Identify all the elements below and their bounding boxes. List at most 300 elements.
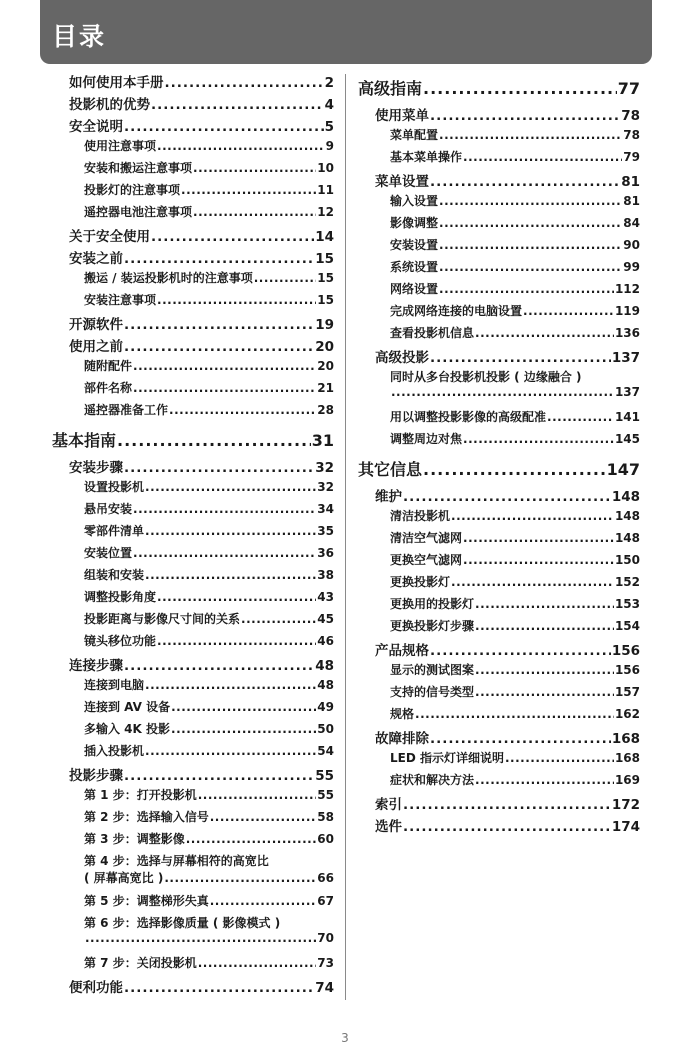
toc-entry-page: 15 [317, 293, 334, 307]
toc-entry-row [390, 430, 640, 447]
toc-entry-page: 73 [317, 956, 334, 970]
toc-entry[interactable] [52, 808, 334, 830]
toc-entry[interactable] [52, 379, 334, 401]
page-number: 3 [341, 1031, 349, 1045]
toc-entry[interactable] [52, 954, 334, 976]
toc-entry-page: 67 [317, 894, 334, 908]
toc-leader-dots [145, 524, 316, 538]
toc-entry-row [84, 566, 334, 583]
toc-entry-row [84, 500, 334, 517]
toc-entry-page: 31 [311, 431, 334, 450]
toc-entry-title: 连接到 AV 设备 [84, 700, 171, 714]
toc-entry[interactable] [52, 566, 334, 588]
toc-leader-dots [439, 282, 614, 296]
toc-entry-title: 菜单设置 [375, 174, 429, 190]
toc-entry-title: 遥控器准备工作 [84, 403, 169, 417]
toc-entry-title: 更换空气滤网 [390, 553, 463, 567]
toc-entry-row [375, 170, 640, 190]
toc-leader-dots [145, 744, 316, 758]
toc-entry-page: 35 [317, 524, 334, 538]
toc-leader-dots [169, 403, 316, 417]
toc-entry-page: 145 [614, 432, 640, 446]
toc-entry-title: 影像调整 [390, 216, 439, 230]
toc-entry[interactable] [358, 346, 640, 368]
toc-entry-row [84, 357, 334, 374]
toc-entry[interactable] [358, 705, 640, 727]
toc-entry[interactable] [52, 698, 334, 720]
toc-entry[interactable] [358, 683, 640, 705]
toc-entry-title: 菜单配置 [390, 128, 439, 142]
toc-entry-title: 多输入 4K 投影 [84, 722, 171, 736]
toc-entry-row [390, 551, 640, 568]
toc-entry-title: 第 5 步：调整梯形失真 [84, 894, 209, 908]
toc-entry[interactable] [358, 573, 640, 595]
toc-entry[interactable] [358, 793, 640, 815]
toc-entry[interactable] [52, 137, 334, 159]
toc-entry-title: 第 4 步：选择与屏幕相符的高宽比 [84, 854, 269, 868]
toc-leader-dots [124, 980, 314, 996]
toc-entry[interactable] [358, 236, 640, 258]
toc-entry[interactable] [52, 456, 334, 478]
toc-entry[interactable] [52, 588, 334, 610]
toc-entry[interactable] [358, 749, 640, 771]
toc-entry[interactable] [358, 214, 640, 236]
toc-entry-title: 投影步骤 [69, 768, 123, 784]
toc-entry-page: 10 [317, 161, 334, 175]
toc-entry-title: 开源软件 [69, 317, 123, 333]
toc-entry-page: 38 [317, 568, 334, 582]
toc-leader-dots [430, 174, 620, 190]
toc-leader-dots [475, 597, 614, 611]
toc-entry-row [84, 522, 334, 539]
toc-leader-dots [439, 238, 622, 252]
toc-entry[interactable] [52, 203, 334, 225]
toc-entry[interactable] [52, 335, 334, 357]
toc-leader-dots [463, 150, 622, 164]
toc-entry[interactable] [52, 291, 334, 313]
toc-entry-title: 症状和解决方法 [390, 773, 475, 787]
toc-entry-row [84, 203, 334, 220]
toc-entry[interactable] [52, 654, 334, 676]
toc-leader-dots [186, 832, 317, 846]
toc-entry[interactable] [358, 771, 640, 793]
toc-entry-title: LED 指示灯详细说明 [390, 751, 504, 765]
toc-entry-page: 81 [621, 174, 640, 190]
toc-entry-page: 32 [317, 480, 334, 494]
toc-entry-row [69, 456, 334, 476]
toc-entry-title: 索引 [375, 797, 402, 813]
toc-entry-title: 连接步骤 [69, 658, 123, 674]
toc-leader-dots [403, 489, 611, 505]
toc-leader-dots [505, 751, 614, 765]
toc-entry-row [375, 727, 640, 747]
toc-entry-page: 9 [325, 139, 334, 153]
toc-header-bar [40, 0, 652, 64]
toc-entry[interactable] [358, 324, 640, 346]
toc-entry-row [84, 931, 334, 945]
toc-entry-title: 调整周边对焦 [390, 432, 463, 446]
toc-entry-page: 141 [614, 410, 640, 424]
toc-entry-row [84, 269, 334, 286]
toc-entry-title: 第 6 步：选择影像质量 ( 影像模式 ) [84, 916, 281, 930]
toc-leader-dots [475, 685, 614, 699]
toc-entry[interactable] [52, 720, 334, 742]
toc-entry-title: 安装设置 [390, 238, 439, 252]
toc-entry-page: 168 [611, 731, 640, 747]
toc-leader-dots [193, 161, 316, 175]
toc-entry[interactable] [358, 661, 640, 683]
toc-leader-dots [391, 385, 614, 399]
toc-leader-dots [423, 79, 617, 98]
toc-entry-title: 调整投影角度 [84, 590, 157, 604]
toc-entry-row [390, 529, 640, 546]
toc-leader-dots [117, 431, 311, 450]
toc-leader-dots [124, 119, 324, 135]
toc-entry-row [84, 159, 334, 176]
toc-entry-row [390, 214, 640, 231]
toc-entry[interactable] [52, 610, 334, 632]
toc-entry-page: 50 [317, 722, 334, 736]
toc-entry-title: 投影距离与影像尺寸间的关系 [84, 612, 241, 626]
toc-entry[interactable] [358, 815, 640, 837]
toc-leader-dots [171, 700, 316, 714]
toc-entry-page: 137 [614, 385, 640, 399]
toc-leader-dots [133, 359, 316, 373]
toc-leader-dots [475, 619, 614, 633]
toc-entry[interactable] [52, 852, 334, 892]
toc-entry-row [375, 485, 640, 505]
toc-leader-dots [133, 502, 316, 516]
toc-entry-title: 查看投影机信息 [390, 326, 475, 340]
toc-leader-dots [210, 894, 317, 908]
toc-entry-page: 148 [611, 489, 640, 505]
toc-entry-title: 输入设置 [390, 194, 439, 208]
toc-entry-page: 55 [315, 768, 334, 784]
toc-entry[interactable] [358, 639, 640, 661]
toc-entry[interactable] [358, 485, 640, 507]
toc-entry[interactable] [358, 170, 640, 192]
toc-entry-title-cont: ( 屏幕高宽比 ) [84, 871, 164, 885]
toc-entry-row [69, 225, 334, 245]
toc-entry[interactable] [358, 507, 640, 529]
toc-entry[interactable] [52, 786, 334, 808]
toc-entry-row [390, 385, 640, 399]
toc-entry-title: 如何使用本手册 [69, 75, 164, 91]
toc-entry-page: 49 [317, 700, 334, 714]
toc-leader-dots [124, 658, 314, 674]
toc-entry-row [390, 661, 640, 678]
toc-entry-page: 15 [317, 271, 334, 285]
toc-entry-row [390, 302, 640, 319]
toc-entry-title: 更换投影灯 [390, 575, 451, 589]
toc-entry-row [390, 258, 640, 275]
toc-entry-row [84, 291, 334, 308]
toc-entry-title: 插入投影机 [84, 744, 145, 758]
toc-entry[interactable] [52, 401, 334, 423]
toc-entry-title: 关于安全使用 [69, 229, 150, 245]
toc-entry-title: 便利功能 [69, 980, 123, 996]
toc-entry[interactable] [358, 430, 640, 452]
toc-entry[interactable] [52, 159, 334, 181]
toc-entry-page: 74 [315, 980, 334, 996]
toc-entry-page: 20 [315, 339, 334, 355]
toc-entry-page: 19 [315, 317, 334, 333]
toc-entry[interactable] [358, 452, 640, 485]
toc-leader-dots [85, 931, 316, 945]
toc-leader-dots [423, 460, 606, 479]
toc-entry-page: 14 [315, 229, 334, 245]
toc-leader-dots [133, 546, 316, 560]
toc-entry-row [69, 71, 334, 91]
page-title: 目录 [52, 22, 107, 51]
toc-leader-dots [164, 871, 316, 885]
toc-entry[interactable] [358, 302, 640, 324]
toc-entry-row [69, 335, 334, 355]
toc-entry-title: 搬运 / 装运投影机时的注意事项 [84, 271, 253, 285]
toc-entry-row [358, 76, 640, 99]
toc-entry-page: 84 [623, 216, 640, 230]
toc-entry-page: 70 [317, 931, 334, 945]
toc-entry-page: 15 [315, 251, 334, 267]
toc-entry-row [375, 104, 640, 124]
toc-entry[interactable] [52, 676, 334, 698]
toc-entry[interactable] [52, 357, 334, 379]
toc-entry[interactable] [52, 522, 334, 544]
toc-entry-title: 第 2 步：选择输入信号 [84, 810, 209, 824]
toc-entry-title: 基本指南 [52, 431, 117, 450]
toc-entry[interactable] [358, 595, 640, 617]
toc-entry-row [84, 808, 334, 825]
toc-leader-dots [403, 819, 611, 835]
toc-entry-row [69, 115, 334, 135]
toc-entry[interactable] [52, 423, 334, 456]
toc-entry[interactable] [52, 181, 334, 203]
toc-entry-page: 5 [324, 119, 334, 135]
toc-entry-row [84, 676, 334, 693]
toc-leader-dots [523, 304, 614, 318]
toc-leader-dots [145, 568, 316, 582]
toc-entry-page: 79 [623, 150, 640, 164]
toc-entry-title: 使用菜单 [375, 108, 429, 124]
toc-entry-row [390, 324, 640, 341]
toc-entry-page: 21 [317, 381, 334, 395]
toc-leader-dots [145, 678, 316, 692]
toc-entry-page: 112 [614, 282, 640, 296]
toc-entry-row [390, 771, 640, 788]
toc-entry-row [84, 720, 334, 737]
toc-leader-dots [451, 509, 614, 523]
toc-entry-row [84, 588, 334, 605]
toc-entry[interactable] [358, 126, 640, 148]
toc-entry-title: 其它信息 [358, 460, 423, 479]
toc-entry-page: 153 [614, 597, 640, 611]
toc-entry-row [84, 852, 334, 869]
toc-entry-row [84, 401, 334, 418]
toc-leader-dots [475, 773, 614, 787]
toc-entry-page: 20 [317, 359, 334, 373]
toc-entry[interactable] [52, 892, 334, 914]
toc-entry-row [390, 236, 640, 253]
toc-leader-dots [403, 797, 611, 813]
toc-leader-dots [193, 205, 316, 219]
toc-leader-dots [415, 707, 614, 721]
toc-entry-title: 遥控器电池注意事项 [84, 205, 193, 219]
toc-entry[interactable] [52, 632, 334, 654]
toc-entry-row [84, 892, 334, 909]
toc-entry-page: 45 [317, 612, 334, 626]
toc-entry-page: 174 [611, 819, 640, 835]
toc-leader-dots [430, 350, 611, 366]
toc-leader-dots [430, 108, 620, 124]
toc-leader-dots [124, 339, 314, 355]
toc-entry-page: 48 [317, 678, 334, 692]
toc-entry-row [84, 786, 334, 803]
toc-entry-title: 零部件清单 [84, 524, 145, 538]
toc-entry-page: 77 [617, 79, 640, 98]
toc-entry-row [84, 379, 334, 396]
toc-entry[interactable] [52, 478, 334, 500]
toc-entry[interactable] [52, 93, 334, 115]
toc-entry[interactable] [52, 71, 334, 93]
toc-entry[interactable] [358, 280, 640, 302]
toc-leader-dots [157, 590, 316, 604]
toc-entry-row [390, 192, 640, 209]
toc-entry-title: 镜头移位功能 [84, 634, 157, 648]
toc-entry[interactable] [358, 408, 640, 430]
toc-entry-row [358, 457, 640, 480]
toc-entry[interactable] [358, 368, 640, 408]
toc-entry-page: 148 [614, 509, 640, 523]
toc-entry-page: 60 [317, 832, 334, 846]
toc-entry[interactable] [52, 225, 334, 247]
toc-entry-title: 使用之前 [69, 339, 123, 355]
toc-entry[interactable] [358, 104, 640, 126]
toc-entry-title: 使用注意事项 [84, 139, 157, 153]
toc-entry-page: 154 [614, 619, 640, 633]
toc-entry-page: 2 [324, 75, 334, 91]
toc-entry-row [84, 698, 334, 715]
toc-leader-dots [463, 553, 614, 567]
toc-leader-dots [439, 260, 622, 274]
toc-entry[interactable] [358, 617, 640, 639]
toc-entry-row [390, 148, 640, 165]
toc-entry-page: 48 [315, 658, 334, 674]
toc-entry-row [69, 976, 334, 996]
toc-entry-title: 部件名称 [84, 381, 133, 395]
toc-entry-title: 安装之前 [69, 251, 123, 267]
toc-entry[interactable] [358, 148, 640, 170]
toc-entry-title: 投影灯的注意事项 [84, 183, 181, 197]
toc-entry-page: 137 [611, 350, 640, 366]
toc-entry[interactable] [358, 71, 640, 104]
toc-entry[interactable] [52, 313, 334, 335]
toc-entry-row [390, 280, 640, 297]
toc-entry[interactable] [52, 742, 334, 764]
toc-leader-dots [439, 216, 622, 230]
toc-entry-title: 高级投影 [375, 350, 429, 366]
toc-entry-title: 清洁投影机 [390, 509, 451, 523]
toc-entry-title: 第 3 步：调整影像 [84, 832, 185, 846]
toc-entry[interactable] [52, 269, 334, 291]
toc-entry-page: 32 [315, 460, 334, 476]
toc-entry-page: 12 [317, 205, 334, 219]
toc-entry-row [390, 573, 640, 590]
toc-entry[interactable] [358, 258, 640, 280]
toc-entry-page: 66 [317, 871, 334, 885]
toc-entry-row [390, 408, 640, 425]
toc-entry[interactable] [52, 247, 334, 269]
toc-entry-row [390, 368, 640, 385]
toc-entry-page: 58 [317, 810, 334, 824]
toc-entry[interactable] [358, 727, 640, 749]
toc-right-column [358, 71, 640, 837]
toc-entry-row [84, 830, 334, 847]
toc-entry-row [69, 247, 334, 267]
toc-entry[interactable] [358, 529, 640, 551]
toc-entry-row [84, 914, 334, 931]
toc-entry-page: 157 [614, 685, 640, 699]
toc-leader-dots [198, 956, 317, 970]
toc-entry-title: 安全说明 [69, 119, 123, 135]
toc-leader-dots [165, 75, 324, 91]
toc-entry[interactable] [358, 551, 640, 573]
toc-entry-page: 78 [621, 108, 640, 124]
toc-leader-dots [124, 317, 314, 333]
toc-entry-row [84, 544, 334, 561]
toc-entry[interactable] [52, 976, 334, 998]
toc-entry-row [390, 705, 640, 722]
toc-leader-dots [463, 531, 614, 545]
toc-entry-row [84, 869, 334, 886]
toc-entry[interactable] [52, 914, 334, 954]
toc-entry-page: 136 [614, 326, 640, 340]
toc-entry[interactable] [52, 544, 334, 566]
toc-entry-row [375, 815, 640, 835]
toc-entry-row [84, 632, 334, 649]
toc-entry-row [84, 478, 334, 495]
toc-entry-title: 高级指南 [358, 79, 423, 98]
toc-entry[interactable] [358, 192, 640, 214]
toc-entry-page: 168 [614, 751, 640, 765]
toc-entry-page: 162 [614, 707, 640, 721]
toc-entry-title: 安装和搬运注意事项 [84, 161, 193, 175]
toc-entry[interactable] [52, 115, 334, 137]
toc-leader-dots [157, 139, 325, 153]
toc-entry-row [390, 617, 640, 634]
toc-entry[interactable] [52, 500, 334, 522]
toc-entry-title: 清洁空气滤网 [390, 531, 463, 545]
toc-entry-title: 更换用的投影灯 [390, 597, 475, 611]
toc-entry-title: 基本菜单操作 [390, 150, 463, 164]
toc-entry-row [390, 683, 640, 700]
toc-entry-page: 152 [614, 575, 640, 589]
toc-entry-row [375, 793, 640, 813]
toc-entry[interactable] [52, 830, 334, 852]
toc-leader-dots [439, 194, 622, 208]
toc-entry-title: 悬吊安装 [84, 502, 133, 516]
toc-entry-page: 99 [623, 260, 640, 274]
toc-entry-page: 156 [611, 643, 640, 659]
toc-leader-dots [151, 97, 324, 113]
toc-leader-dots [124, 251, 314, 267]
toc-entry[interactable] [52, 764, 334, 786]
toc-entry-page: 11 [317, 183, 334, 197]
toc-entry-page: 169 [614, 773, 640, 787]
toc-entry-row [69, 93, 334, 113]
toc-leader-dots [254, 271, 317, 285]
toc-leader-dots [475, 326, 614, 340]
toc-leader-dots [151, 229, 314, 245]
